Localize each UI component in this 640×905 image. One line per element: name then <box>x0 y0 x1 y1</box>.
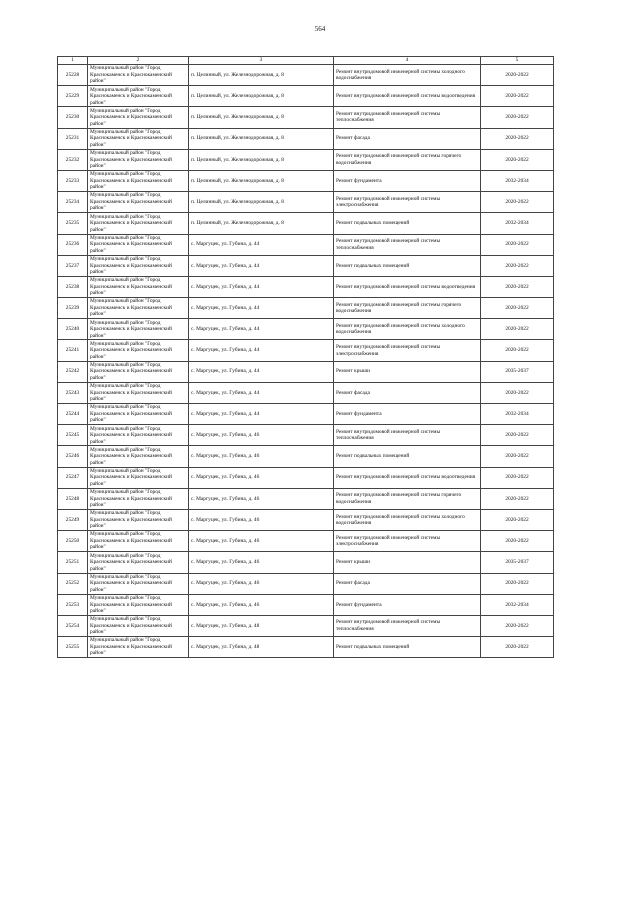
municipality-cell: Муниципальный район "Город Краснокаменск и Краснокаменский район" <box>88 573 189 594</box>
address-cell: п. Целинный, ул. Железнодорожная, д. 8 <box>189 170 334 191</box>
municipality-cell: Муниципальный район "Город Краснокаменск и Краснокаменский район" <box>88 213 189 234</box>
row-number-cell: 25243 <box>58 382 88 403</box>
address-cell: с. Маргуцек, ул. Губина, д. 44 <box>189 340 334 361</box>
address-cell: с. Маргуцек, ул. Губина, д. 46 <box>189 594 334 615</box>
table-row <box>58 573 554 594</box>
municipality-cell: Муниципальный район "Город Краснокаменск и Краснокаменский район" <box>88 615 189 636</box>
work-type-cell: Ремонт подвальных помещений <box>334 446 481 467</box>
period-cell: 2032-2034 <box>481 170 554 191</box>
period-cell: 2032-2034 <box>481 404 554 425</box>
period-cell: 2020-2022 <box>481 425 554 446</box>
table-row <box>58 234 554 255</box>
row-number-cell: 25234 <box>58 192 88 213</box>
period-cell: 2020-2022 <box>481 234 554 255</box>
address-cell: с. Маргуцек, ул. Губина, д. 44 <box>189 404 334 425</box>
municipality-cell: Муниципальный район "Город Краснокаменск и Краснокаменский район" <box>88 149 189 170</box>
table-row <box>58 319 554 340</box>
row-number-cell: 25238 <box>58 276 88 297</box>
work-type-cell: Ремонт фундамента <box>334 594 481 615</box>
period-cell: 2020-2022 <box>481 382 554 403</box>
period-cell: 2020-2022 <box>481 255 554 276</box>
period-cell: 2035-2037 <box>481 552 554 573</box>
municipality-cell: Муниципальный район "Город Краснокаменск и Краснокаменский район" <box>88 298 189 319</box>
municipality-cell: Муниципальный район "Город Краснокаменск и Краснокаменский район" <box>88 276 189 297</box>
table-row <box>58 107 554 128</box>
municipality-cell: Муниципальный район "Город Краснокаменск и Краснокаменский район" <box>88 192 189 213</box>
table-row <box>58 65 554 86</box>
address-cell: п. Целинный, ул. Железнодорожная, д. 8 <box>189 149 334 170</box>
column-header: 3 <box>189 57 334 65</box>
period-cell: 2032-2034 <box>481 594 554 615</box>
work-type-cell: Ремонт внутридомовой инженерной системы горячего водоснабжения <box>334 149 481 170</box>
row-number-cell: 25246 <box>58 446 88 467</box>
work-type-cell: Ремонт крыши <box>334 552 481 573</box>
work-type-cell: Ремонт внутридомовой инженерной системы теплоснабжения <box>334 107 481 128</box>
work-type-cell: Ремонт внутридомовой инженерной системы теплоснабжения <box>334 615 481 636</box>
row-number-cell: 25232 <box>58 149 88 170</box>
address-cell: с. Маргуцек, ул. Губина, д. 46 <box>189 509 334 530</box>
address-cell: с. Маргуцек, ул. Губина, д. 44 <box>189 234 334 255</box>
address-cell: с. Маргуцек, ул. Губина, д. 44 <box>189 276 334 297</box>
period-cell: 2020-2022 <box>481 488 554 509</box>
municipality-cell: Муниципальный район "Город Краснокаменск и Краснокаменский район" <box>88 509 189 530</box>
municipality-cell: Муниципальный район "Город Краснокаменск и Краснокаменский район" <box>88 404 189 425</box>
table-header-row <box>58 57 554 65</box>
period-cell: 2020-2022 <box>481 573 554 594</box>
address-cell: с. Маргуцек, ул. Губина, д. 44 <box>189 298 334 319</box>
row-number-cell: 25244 <box>58 404 88 425</box>
work-type-cell: Ремонт внутридомовой инженерной системы водоотведения <box>334 276 481 297</box>
column-header: 4 <box>334 57 481 65</box>
table-row <box>58 149 554 170</box>
table-row <box>58 192 554 213</box>
work-type-cell: Ремонт фундамента <box>334 404 481 425</box>
table-row <box>58 615 554 636</box>
table-row <box>58 340 554 361</box>
row-number-cell: 25236 <box>58 234 88 255</box>
row-number-cell: 25250 <box>58 531 88 552</box>
table-row <box>58 404 554 425</box>
address-cell: с. Маргуцек, ул. Губина, д. 44 <box>189 319 334 340</box>
row-number-cell: 25240 <box>58 319 88 340</box>
work-type-cell: Ремонт внутридомовой инженерной системы теплоснабжения <box>334 234 481 255</box>
table-row <box>58 213 554 234</box>
work-type-cell: Ремонт внутридомовой инженерной системы горячего водоснабжения <box>334 298 481 319</box>
period-cell: 2020-2022 <box>481 149 554 170</box>
row-number-cell: 25231 <box>58 128 88 149</box>
period-cell: 2020-2022 <box>481 509 554 530</box>
period-cell: 2020-2022 <box>481 531 554 552</box>
municipality-cell: Муниципальный район "Город Краснокаменск и Краснокаменский район" <box>88 65 189 86</box>
work-type-cell: Ремонт внутридомовой инженерной системы холодного водоснабжения <box>334 65 481 86</box>
work-type-cell: Ремонт внутридомовой инженерной системы водоотведения <box>334 467 481 488</box>
work-type-cell: Ремонт подвальных помещений <box>334 255 481 276</box>
table-row <box>58 446 554 467</box>
work-type-cell: Ремонт внутридомовой инженерной системы электроснабжения <box>334 192 481 213</box>
period-cell: 2020-2022 <box>481 276 554 297</box>
table-row <box>58 425 554 446</box>
municipality-cell: Муниципальный район "Город Краснокаменск и Краснокаменский район" <box>88 552 189 573</box>
work-type-cell: Ремонт фасада <box>334 128 481 149</box>
period-cell: 2020-2022 <box>481 467 554 488</box>
address-cell: с. Маргуцек, ул. Губина, д. 46 <box>189 488 334 509</box>
period-cell: 2020-2022 <box>481 446 554 467</box>
work-type-cell: Ремонт внутридомовой инженерной системы водоотведения <box>334 86 481 107</box>
address-cell: с. Маргуцек, ул. Губина, д. 44 <box>189 255 334 276</box>
address-cell: п. Целинный, ул. Железнодорожная, д. 8 <box>189 86 334 107</box>
row-number-cell: 25237 <box>58 255 88 276</box>
row-number-cell: 25253 <box>58 594 88 615</box>
period-cell: 2020-2022 <box>481 128 554 149</box>
work-type-cell: Ремонт внутридомовой инженерной системы электроснабжения <box>334 340 481 361</box>
work-type-cell: Ремонт внутридомовой инженерной системы электроснабжения <box>334 531 481 552</box>
row-number-cell: 25254 <box>58 615 88 636</box>
period-cell: 2020-2022 <box>481 65 554 86</box>
work-type-cell: Ремонт фундамента <box>334 170 481 191</box>
row-number-cell: 25230 <box>58 107 88 128</box>
work-type-cell: Ремонт крыши <box>334 361 481 382</box>
period-cell: 2035-2037 <box>481 361 554 382</box>
municipality-cell: Муниципальный район "Город Краснокаменск и Краснокаменский район" <box>88 467 189 488</box>
table-row <box>58 128 554 149</box>
table-row <box>58 467 554 488</box>
work-type-cell: Ремонт фасада <box>334 573 481 594</box>
table-row <box>58 298 554 319</box>
address-cell: с. Маргуцек, ул. Губина, д. 46 <box>189 446 334 467</box>
address-cell: с. Маргуцек, ул. Губина, д. 48 <box>189 615 334 636</box>
period-cell: 2020-2022 <box>481 615 554 636</box>
column-header: 1 <box>58 57 88 65</box>
municipality-cell: Муниципальный район "Город Краснокаменск и Краснокаменский район" <box>88 86 189 107</box>
table-row <box>58 276 554 297</box>
municipality-cell: Муниципальный район "Город Краснокаменск и Краснокаменский район" <box>88 594 189 615</box>
municipality-cell: Муниципальный район "Город Краснокаменск и Краснокаменский район" <box>88 637 189 658</box>
municipality-cell: Муниципальный район "Город Краснокаменск и Краснокаменский район" <box>88 340 189 361</box>
page-number: 564 <box>314 25 326 33</box>
column-header: 5 <box>481 57 554 65</box>
work-type-cell: Ремонт подвальных помещений <box>334 213 481 234</box>
repair-plan-table <box>57 56 554 658</box>
row-number-cell: 25235 <box>58 213 88 234</box>
row-number-cell: 25252 <box>58 573 88 594</box>
address-cell: п. Целинный, ул. Железнодорожная, д. 8 <box>189 213 334 234</box>
period-cell: 2020-2022 <box>481 340 554 361</box>
table-row <box>58 382 554 403</box>
work-type-cell: Ремонт внутридомовой инженерной системы холодного водоснабжения <box>334 319 481 340</box>
address-cell: с. Маргуцек, ул. Губина, д. 46 <box>189 552 334 573</box>
row-number-cell: 25241 <box>58 340 88 361</box>
address-cell: с. Маргуцек, ул. Губина, д. 46 <box>189 573 334 594</box>
work-type-cell: Ремонт фасада <box>334 382 481 403</box>
work-type-cell: Ремонт внутридомовой инженерной системы холодного водоснабжения <box>334 509 481 530</box>
table-row <box>58 552 554 573</box>
table-row <box>58 170 554 191</box>
municipality-cell: Муниципальный район "Город Краснокаменск и Краснокаменский район" <box>88 170 189 191</box>
work-type-cell: Ремонт внутридомовой инженерной системы горячего водоснабжения <box>334 488 481 509</box>
row-number-cell: 25247 <box>58 467 88 488</box>
address-cell: с. Маргуцек, ул. Губина, д. 44 <box>189 382 334 403</box>
table-row <box>58 361 554 382</box>
municipality-cell: Муниципальный район "Город Краснокаменск и Краснокаменский район" <box>88 425 189 446</box>
work-type-cell: Ремонт внутридомовой инженерной системы теплоснабжения <box>334 425 481 446</box>
row-number-cell: 25251 <box>58 552 88 573</box>
row-number-cell: 25249 <box>58 509 88 530</box>
municipality-cell: Муниципальный район "Город Краснокаменск и Краснокаменский район" <box>88 361 189 382</box>
row-number-cell: 25233 <box>58 170 88 191</box>
municipality-cell: Муниципальный район "Город Краснокаменск и Краснокаменский район" <box>88 128 189 149</box>
row-number-cell: 25255 <box>58 637 88 658</box>
row-number-cell: 25242 <box>58 361 88 382</box>
table-row <box>58 637 554 658</box>
municipality-cell: Муниципальный район "Город Краснокаменск и Краснокаменский район" <box>88 382 189 403</box>
municipality-cell: Муниципальный район "Город Краснокаменск и Краснокаменский район" <box>88 488 189 509</box>
period-cell: 2032-2034 <box>481 213 554 234</box>
table-body <box>58 65 554 658</box>
address-cell: с. Маргуцек, ул. Губина, д. 44 <box>189 361 334 382</box>
municipality-cell: Муниципальный район "Город Краснокаменск и Краснокаменский район" <box>88 107 189 128</box>
table-row <box>58 594 554 615</box>
period-cell: 2020-2022 <box>481 107 554 128</box>
municipality-cell: Муниципальный район "Город Краснокаменск и Краснокаменский район" <box>88 319 189 340</box>
address-cell: п. Целинный, ул. Железнодорожная, д. 8 <box>189 107 334 128</box>
row-number-cell: 25248 <box>58 488 88 509</box>
period-cell: 2020-2022 <box>481 319 554 340</box>
row-number-cell: 25239 <box>58 298 88 319</box>
row-number-cell: 25245 <box>58 425 88 446</box>
table-row <box>58 86 554 107</box>
table-row <box>58 509 554 530</box>
row-number-cell: 25229 <box>58 86 88 107</box>
table-row <box>58 488 554 509</box>
period-cell: 2020-2022 <box>481 298 554 319</box>
period-cell: 2020-2022 <box>481 86 554 107</box>
municipality-cell: Муниципальный район "Город Краснокаменск и Краснокаменский район" <box>88 446 189 467</box>
municipality-cell: Муниципальный район "Город Краснокаменск и Краснокаменский район" <box>88 255 189 276</box>
address-cell: с. Маргуцек, ул. Губина, д. 46 <box>189 425 334 446</box>
address-cell: п. Целинный, ул. Железнодорожная, д. 8 <box>189 65 334 86</box>
work-type-cell: Ремонт подвальных помещений <box>334 637 481 658</box>
row-number-cell: 25228 <box>58 65 88 86</box>
column-header: 2 <box>88 57 189 65</box>
address-cell: п. Целинный, ул. Железнодорожная, д. 8 <box>189 128 334 149</box>
period-cell: 2020-2022 <box>481 637 554 658</box>
table-row <box>58 531 554 552</box>
period-cell: 2020-2022 <box>481 192 554 213</box>
municipality-cell: Муниципальный район "Город Краснокаменск и Краснокаменский район" <box>88 531 189 552</box>
municipality-cell: Муниципальный район "Город Краснокаменск и Краснокаменский район" <box>88 234 189 255</box>
address-cell: с. Маргуцек, ул. Губина, д. 46 <box>189 467 334 488</box>
address-cell: с. Маргуцек, ул. Губина, д. 48 <box>189 637 334 658</box>
address-cell: п. Целинный, ул. Железнодорожная, д. 8 <box>189 192 334 213</box>
address-cell: с. Маргуцек, ул. Губина, д. 46 <box>189 531 334 552</box>
table-row <box>58 255 554 276</box>
